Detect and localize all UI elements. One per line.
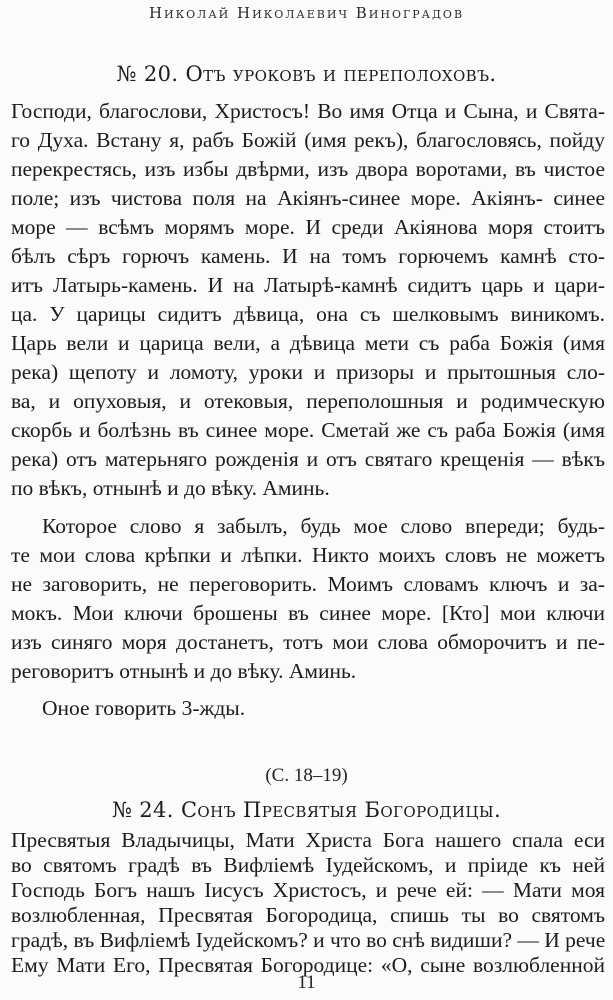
running-head: Николай Николаевич Виноградов <box>148 4 465 22</box>
body-line: море — всѣмъ морямъ море. И среди Акіянова моря стоитъ <box>11 215 605 239</box>
page-number: 11 <box>297 972 316 993</box>
body-line: скорбь и болѣзнь въ синее море. Сметай же съ раба Божія (имя <box>11 418 605 442</box>
body-line: итъ Латырь-камень. И на Латырѣ-камнѣ сидитъ царь и цари- <box>11 273 605 297</box>
body-line: те мои слова крѣпки и лѣпки. Никто моихъ словъ не можетъ <box>11 543 605 567</box>
section-heading-20: № 20. Отъ уроковъ и переполоховъ. <box>116 62 497 86</box>
body-line: поле; изъ чистова поля на Акіянъ-синее море. Акіянъ- синее <box>11 186 605 210</box>
body-line: Царь вели и царица вели, а дѣвица мети съ раба Божія (имя <box>11 331 605 355</box>
body-line: ца. У царицы сидитъ дѣвица, она съ шелковымъ виникомъ. <box>11 302 605 326</box>
body-line: по вѣкъ, отнынѣ и до вѣку. Аминь. <box>11 476 330 500</box>
body-line: возлюбленная, Пресвятая Богородица, спишь ты во святомъ <box>11 903 605 927</box>
page-reference: (С. 18–19) <box>265 765 348 786</box>
body-line: го Духа. Встану я, рабъ Божій (имя рекъ), благословясь, пойду <box>11 128 605 152</box>
body-line: ва, и опуховыя, и отековыя, переполошныя и родимческую <box>11 389 605 413</box>
body-line: бѣлъ сѣръ горючъ камень. И на томъ горючемъ камнѣ сто- <box>11 244 605 268</box>
body-line: во святомъ градѣ въ Вифліемѣ Іудейскомъ, и пріиде къ ней <box>11 853 605 877</box>
body-line: мокъ. Мои ключи брошены въ синее море. [Кто] мои ключи <box>11 601 605 625</box>
body-line: Ему Мати Его, Пресвятая Богородице: «О, сыне возлюбленной <box>11 953 605 977</box>
body-line: перекрестясь, изъ избы двѣрми, изъ двора воротами, въ чистое <box>11 157 605 181</box>
body-line: не заговорить, не переговорить. Моимъ словамъ ключъ и за- <box>11 572 605 596</box>
section-heading-24: № 24. Сонъ Пресвятыя Богородицы. <box>111 798 502 822</box>
body-line: река) щепоту и ломоту, уроки и призоры и прытошныя сло- <box>11 360 605 384</box>
body-line: Пресвятыя Владычицы, Мати Христа Бога нашего спала еси <box>11 828 605 852</box>
body-line: изъ синяго моря достанетъ, тотъ мои слова обморочитъ и пе- <box>11 630 605 654</box>
body-line: Которое слово я забылъ, будь мое слово впереди; будь- <box>42 514 605 538</box>
body-line: Оное говорить 3-жды. <box>42 696 246 720</box>
body-line: реговоритъ отнынѣ и до вѣку. Аминь. <box>11 659 357 683</box>
body-line: Господи, благослови, Христосъ! Во имя Отца и Сына, и Свята- <box>11 99 605 123</box>
body-line: Господь Богъ нашъ Іисусъ Христосъ, и рече ей: — Мати моя <box>11 878 605 902</box>
body-line: река) отъ матерьняго рожденія и отъ святаго крещенія — вѣкъ <box>11 447 605 471</box>
body-line: градѣ, въ Вифліемѣ Іудейскомъ? и что во снѣ видиши? — И рече <box>11 928 606 952</box>
